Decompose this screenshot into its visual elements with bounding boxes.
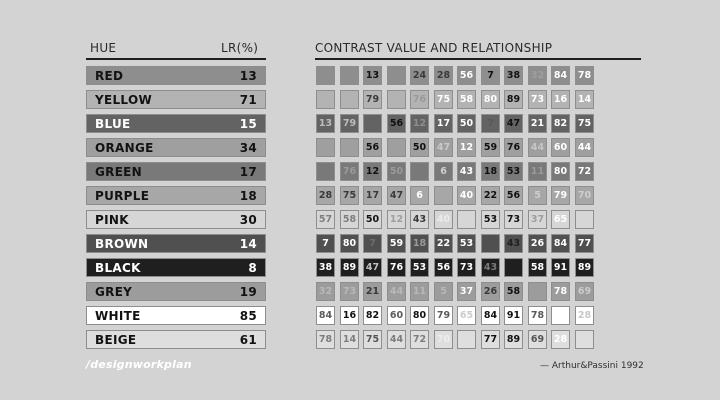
matrix-cell-r2-c3: 56 — [387, 114, 406, 133]
matrix-cell-r5-c2: 17 — [363, 186, 382, 205]
matrix-cell-r6-c3: 12 — [387, 210, 406, 229]
hue-name: RED — [95, 69, 124, 83]
matrix-cell-r4-c11: 72 — [575, 162, 594, 181]
matrix-cell-r2-c4: 12 — [410, 114, 429, 133]
hue-name: GREEN — [95, 165, 143, 179]
matrix-cell-r10-c7: 84 — [481, 306, 500, 325]
matrix-cell-r10-c3: 60 — [387, 306, 406, 325]
hue-name: PINK — [95, 213, 129, 227]
matrix-cell-r8-c7: 43 — [481, 258, 500, 277]
matrix-cell-r1-c3 — [387, 90, 406, 109]
matrix-cell-r4-c1: 76 — [340, 162, 359, 181]
matrix-cell-r5-c7: 22 — [481, 186, 500, 205]
matrix-cell-r7-c3: 59 — [387, 234, 406, 253]
hue-column-header: HUE — [90, 41, 117, 55]
matrix-cell-r5-c4: 6 — [410, 186, 429, 205]
matrix-cell-r9-c0: 32 — [316, 282, 335, 301]
hue-name: BLACK — [95, 261, 141, 275]
matrix-cell-r1-c8: 89 — [504, 90, 523, 109]
matrix-cell-r6-c8: 73 — [504, 210, 523, 229]
matrix-cell-r2-c7: 7 — [481, 114, 500, 133]
matrix-cell-r7-c0: 7 — [316, 234, 335, 253]
matrix-cell-r2-c1: 79 — [340, 114, 359, 133]
matrix-cell-r1-c2: 79 — [363, 90, 382, 109]
matrix-cell-r11-c6 — [457, 330, 476, 349]
matrix-cell-r0-c2: 13 — [363, 66, 382, 85]
source-credit: — Arthur&Passini 1992 — [540, 361, 644, 371]
hue-lr-value: 15 — [239, 117, 257, 131]
matrix-cell-r0-c8: 38 — [504, 66, 523, 85]
matrix-cell-r9-c2: 21 — [363, 282, 382, 301]
matrix-cell-r5-c0: 28 — [316, 186, 335, 205]
matrix-cell-r7-c7 — [481, 234, 500, 253]
matrix-cell-r7-c9: 26 — [528, 234, 547, 253]
matrix-cell-r6-c5: 40 — [434, 210, 453, 229]
matrix-cell-r5-c9: 5 — [528, 186, 547, 205]
hue-row-beige — [86, 330, 266, 349]
matrix-cell-r3-c0 — [316, 138, 335, 157]
matrix-cell-r0-c5: 28 — [434, 66, 453, 85]
matrix-cell-r11-c3: 44 — [387, 330, 406, 349]
matrix-cell-r9-c5: 5 — [434, 282, 453, 301]
matrix-cell-r7-c5: 22 — [434, 234, 453, 253]
matrix-cell-r11-c2: 75 — [363, 330, 382, 349]
hue-row-yellow — [86, 90, 266, 109]
matrix-cell-r5-c10: 79 — [551, 186, 570, 205]
matrix-cell-r8-c11: 89 — [575, 258, 594, 277]
matrix-cell-r9-c7: 26 — [481, 282, 500, 301]
matrix-cell-r9-c4: 11 — [410, 282, 429, 301]
matrix-cell-r2-c8: 47 — [504, 114, 523, 133]
matrix-cell-r6-c7: 53 — [481, 210, 500, 229]
matrix-cell-r9-c3: 44 — [387, 282, 406, 301]
hue-name: YELLOW — [95, 93, 152, 107]
matrix-cell-r8-c1: 89 — [340, 258, 359, 277]
hue-row-brown — [86, 234, 266, 253]
hue-lr-value: 30 — [239, 213, 257, 227]
hue-row-purple — [86, 186, 266, 205]
matrix-cell-r11-c0: 78 — [316, 330, 335, 349]
matrix-cell-r1-c10: 16 — [551, 90, 570, 109]
hue-row-blue — [86, 114, 266, 133]
matrix-cell-r0-c9: 32 — [528, 66, 547, 85]
matrix-cell-r8-c0: 38 — [316, 258, 335, 277]
matrix-cell-r11-c9: 69 — [528, 330, 547, 349]
matrix-cell-r4-c9: 11 — [528, 162, 547, 181]
matrix-cell-r11-c4: 72 — [410, 330, 429, 349]
matrix-cell-r5-c6: 40 — [457, 186, 476, 205]
hue-lr-value: 13 — [239, 69, 257, 83]
matrix-cell-r6-c11 — [575, 210, 594, 229]
matrix-cell-r8-c3: 76 — [387, 258, 406, 277]
matrix-cell-r11-c5: 70 — [434, 330, 453, 349]
hue-row-orange — [86, 138, 266, 157]
matrix-cell-r2-c9: 21 — [528, 114, 547, 133]
hue-lr-value: 14 — [239, 237, 257, 251]
matrix-cell-r4-c4 — [410, 162, 429, 181]
matrix-cell-r6-c6 — [457, 210, 476, 229]
hue-lr-value: 61 — [239, 333, 257, 347]
matrix-cell-r8-c4: 53 — [410, 258, 429, 277]
hue-lr-value: 34 — [239, 141, 257, 155]
matrix-cell-r11-c11 — [575, 330, 594, 349]
matrix-cell-r9-c11: 69 — [575, 282, 594, 301]
matrix-cell-r7-c8: 43 — [504, 234, 523, 253]
lr-column-header: LR(%) — [221, 41, 259, 55]
matrix-cell-r4-c7: 18 — [481, 162, 500, 181]
matrix-cell-r6-c9: 37 — [528, 210, 547, 229]
matrix-cell-r5-c8: 56 — [504, 186, 523, 205]
matrix-cell-r8-c8 — [504, 258, 523, 277]
hue-name: GREY — [95, 285, 133, 299]
matrix-cell-r9-c10: 78 — [551, 282, 570, 301]
hue-row-pink — [86, 210, 266, 229]
matrix-cell-r6-c2: 50 — [363, 210, 382, 229]
matrix-cell-r4-c3: 50 — [387, 162, 406, 181]
hue-lr-value: 18 — [239, 189, 257, 203]
hue-name: BEIGE — [95, 333, 137, 347]
matrix-cell-r8-c5: 56 — [434, 258, 453, 277]
matrix-cell-r9-c8: 58 — [504, 282, 523, 301]
matrix-cell-r3-c4: 50 — [410, 138, 429, 157]
matrix-cell-r2-c10: 82 — [551, 114, 570, 133]
matrix-cell-r3-c1 — [340, 138, 359, 157]
hue-name: ORANGE — [95, 141, 154, 155]
hue-name: PURPLE — [95, 189, 150, 203]
matrix-cell-r3-c8: 76 — [504, 138, 523, 157]
matrix-cell-r1-c9: 73 — [528, 90, 547, 109]
matrix-cell-r3-c11: 44 — [575, 138, 594, 157]
hue-lr-value: 71 — [239, 93, 257, 107]
matrix-cell-r5-c3: 47 — [387, 186, 406, 205]
matrix-cell-r1-c7: 80 — [481, 90, 500, 109]
matrix-cell-r0-c1 — [340, 66, 359, 85]
matrix-cell-r3-c6: 12 — [457, 138, 476, 157]
matrix-cell-r3-c2: 56 — [363, 138, 382, 157]
matrix-header-rule — [315, 58, 641, 60]
matrix-cell-r3-c7: 59 — [481, 138, 500, 157]
matrix-cell-r11-c7: 77 — [481, 330, 500, 349]
matrix-cell-r2-c2 — [363, 114, 382, 133]
matrix-cell-r2-c6: 50 — [457, 114, 476, 133]
matrix-cell-r9-c6: 37 — [457, 282, 476, 301]
matrix-cell-r3-c9: 44 — [528, 138, 547, 157]
matrix-cell-r5-c1: 75 — [340, 186, 359, 205]
matrix-cell-r3-c5: 47 — [434, 138, 453, 157]
chart-title: CONTRAST VALUE AND RELATIONSHIP — [315, 41, 553, 55]
matrix-cell-r7-c11: 77 — [575, 234, 594, 253]
matrix-cell-r6-c4: 43 — [410, 210, 429, 229]
matrix-cell-r10-c5: 79 — [434, 306, 453, 325]
brand-logo — [86, 358, 192, 371]
left-header-rule — [86, 58, 266, 60]
matrix-cell-r11-c1: 14 — [340, 330, 359, 349]
matrix-cell-r8-c10: 91 — [551, 258, 570, 277]
matrix-cell-r0-c0 — [316, 66, 335, 85]
matrix-cell-r0-c3 — [387, 66, 406, 85]
matrix-cell-r5-c5 — [434, 186, 453, 205]
brand-name: designworkplan — [90, 358, 192, 371]
matrix-cell-r8-c9: 58 — [528, 258, 547, 277]
matrix-cell-r8-c6: 73 — [457, 258, 476, 277]
matrix-cell-r4-c8: 53 — [504, 162, 523, 181]
matrix-cell-r1-c5: 75 — [434, 90, 453, 109]
matrix-cell-r2-c11: 75 — [575, 114, 594, 133]
matrix-cell-r10-c4: 80 — [410, 306, 429, 325]
matrix-cell-r4-c10: 80 — [551, 162, 570, 181]
matrix-cell-r1-c1 — [340, 90, 359, 109]
matrix-cell-r1-c11: 14 — [575, 90, 594, 109]
hue-row-black — [86, 258, 266, 277]
matrix-cell-r6-c0: 57 — [316, 210, 335, 229]
matrix-cell-r4-c2: 12 — [363, 162, 382, 181]
hue-row-green — [86, 162, 266, 181]
matrix-cell-r9-c9 — [528, 282, 547, 301]
matrix-cell-r0-c7: 7 — [481, 66, 500, 85]
matrix-cell-r3-c3 — [387, 138, 406, 157]
matrix-cell-r1-c6: 58 — [457, 90, 476, 109]
brand-slash: / — [86, 358, 91, 371]
hue-lr-value: 8 — [248, 261, 257, 275]
matrix-cell-r7-c4: 18 — [410, 234, 429, 253]
matrix-cell-r10-c2: 82 — [363, 306, 382, 325]
matrix-cell-r4-c6: 43 — [457, 162, 476, 181]
matrix-cell-r10-c10 — [551, 306, 570, 325]
matrix-cell-r0-c6: 56 — [457, 66, 476, 85]
hue-lr-value: 17 — [239, 165, 257, 179]
hue-name: WHITE — [95, 309, 141, 323]
matrix-cell-r10-c9: 78 — [528, 306, 547, 325]
hue-row-red — [86, 66, 266, 85]
matrix-cell-r10-c6: 65 — [457, 306, 476, 325]
matrix-cell-r6-c10: 65 — [551, 210, 570, 229]
matrix-cell-r10-c0: 84 — [316, 306, 335, 325]
matrix-cell-r10-c11: 28 — [575, 306, 594, 325]
matrix-cell-r7-c6: 53 — [457, 234, 476, 253]
matrix-cell-r0-c4: 24 — [410, 66, 429, 85]
matrix-cell-r7-c10: 84 — [551, 234, 570, 253]
matrix-cell-r7-c2: 7 — [363, 234, 382, 253]
matrix-cell-r0-c10: 84 — [551, 66, 570, 85]
hue-lr-value: 85 — [239, 309, 257, 323]
matrix-cell-r11-c10: 28 — [551, 330, 570, 349]
matrix-cell-r9-c1: 73 — [340, 282, 359, 301]
matrix-cell-r8-c2: 47 — [363, 258, 382, 277]
hue-row-grey — [86, 282, 266, 301]
matrix-cell-r4-c0 — [316, 162, 335, 181]
matrix-cell-r10-c1: 16 — [340, 306, 359, 325]
matrix-cell-r2-c5: 17 — [434, 114, 453, 133]
hue-lr-value: 19 — [239, 285, 257, 299]
matrix-cell-r0-c11: 78 — [575, 66, 594, 85]
matrix-cell-r1-c4: 76 — [410, 90, 429, 109]
matrix-cell-r3-c10: 60 — [551, 138, 570, 157]
hue-row-white — [86, 306, 266, 325]
matrix-cell-r11-c8: 89 — [504, 330, 523, 349]
matrix-cell-r5-c11: 70 — [575, 186, 594, 205]
matrix-cell-r2-c0: 13 — [316, 114, 335, 133]
matrix-cell-r7-c1: 80 — [340, 234, 359, 253]
hue-name: BLUE — [95, 117, 131, 131]
matrix-cell-r10-c8: 91 — [504, 306, 523, 325]
matrix-cell-r4-c5: 6 — [434, 162, 453, 181]
hue-name: BROWN — [95, 237, 149, 251]
matrix-cell-r6-c1: 58 — [340, 210, 359, 229]
matrix-cell-r1-c0 — [316, 90, 335, 109]
